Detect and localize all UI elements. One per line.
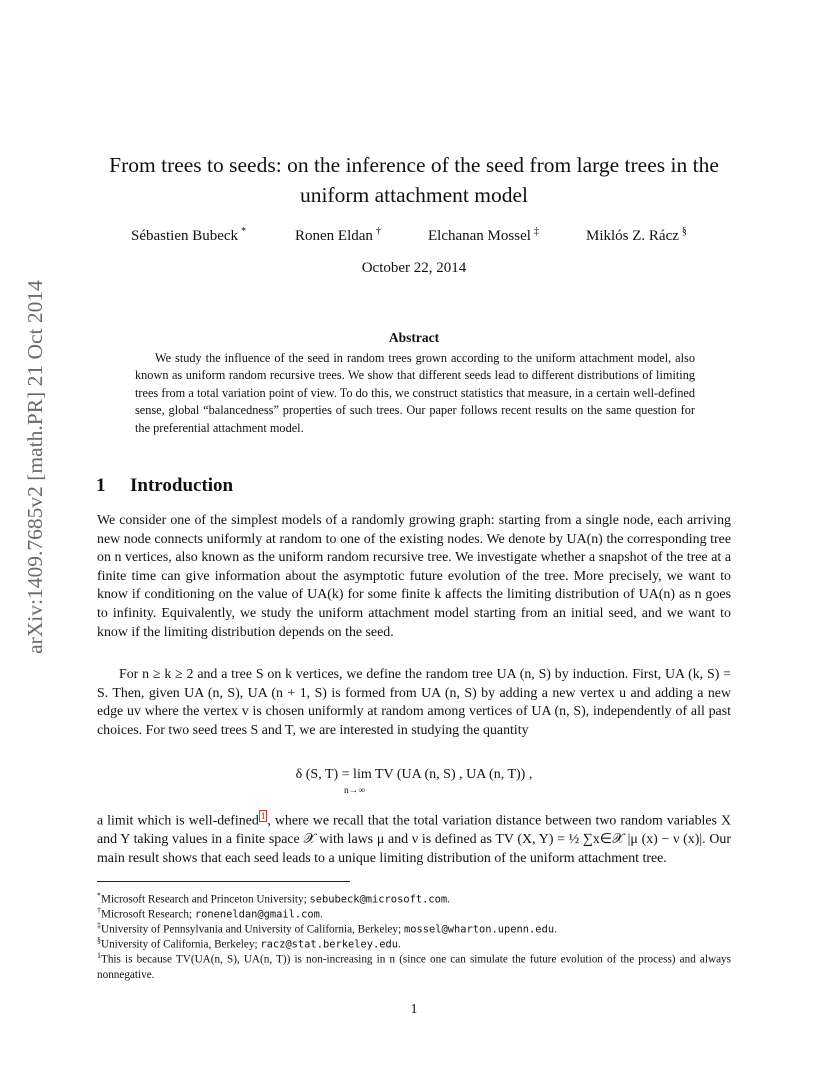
footnote-email: sebubeck@microsoft.com (309, 893, 448, 906)
footnote-tail: . (319, 908, 323, 921)
section-title: Introduction (130, 475, 234, 496)
footnote-text: University of Pennsylvania and University of California, Berkeley; (101, 923, 404, 936)
author-2 (295, 226, 381, 245)
footnote-email: mossel@wharton.upenn.edu (403, 923, 555, 936)
section-heading (96, 475, 233, 497)
arxiv-identifier: arXiv:1409.7685v2 [math.PR] 21 Oct 2014 (23, 280, 47, 654)
footnote-ref-link[interactable]: 1 (260, 811, 266, 821)
paragraph-3-start: a limit which is well-defined (97, 813, 259, 829)
author-name: Miklós Z. Rácz (586, 228, 679, 244)
author-mark: * (241, 226, 247, 237)
footnote-tail: . (554, 923, 557, 936)
paper-date: October 22, 2014 (361, 260, 467, 276)
footnote-mark: ‡ (97, 921, 101, 930)
footnote-text: Microsoft Research and Princeton University; (101, 893, 310, 906)
paragraph-3-rest: , where we recall that the total variation distance between two random variables X and Y taking values in a finite space 𝒳 with laws μ and ν is defined as TV (X, Y) = ½ ∑x∈𝒳 |μ (x) − ν (x)|. Our main result shows that each seed leads to a unique limiting distribution of the uniform attachment tree. (97, 813, 732, 866)
footnote-tail: . (398, 938, 401, 951)
footnote-text: This is because TV(UA(n, S), UA(n, T)) is non-increasing in n (since one can simulate the future evolution of the process) and always nonnegative. (97, 953, 731, 981)
equation-limit-subscript: n→∞ (344, 786, 366, 796)
footnote-mark: * (97, 891, 101, 900)
author-3 (428, 226, 539, 245)
abstract-heading: Abstract (388, 330, 440, 345)
paragraph-2: For n ≥ k ≥ 2 and a tree S on k vertices, we define the random tree UA (n, S) by induction. First, UA (k, S) = S. Then, given UA (n, S), UA (n + 1, S) is formed from UA (n, S) by adding a new vertex u and adding a new edge uv where the vertex v is chosen uniformly at random among vertices of UA (n, S), independently of all past choices. For two seed trees S and T, we are interested in studying the quantity (97, 667, 731, 738)
page-number: 1 (410, 1002, 418, 1017)
footnote-mark: † (97, 906, 101, 915)
paragraph-1: We consider one of the simplest models of a randomly growing graph: starting from a single node, each arriving new node connects uniformly at random to one of the existing nodes. We denote by UA(n) the corresponding tree on n vertices, also known as the uniform random recursive tree. We investigate whether a snapshot of the tree at a finite time can give information about the asymptotic future evolution of the tree. More precisely, we want to know if conditioning on the value of UA(k) for some finite k affects the limiting distribution of UA(n) as n goes to infinity. Equivalently, we study the uniform attachment model starting from an initial seed, and we want to know if the limiting distribution depends on the seed. (97, 513, 731, 640)
author-mark: § (681, 226, 687, 237)
display-equation: δ (S, T) = lim TV (UA (n, S) , UA (n, T)) , (295, 767, 533, 782)
author-mark: ‡ (533, 226, 539, 237)
footnote-text: University of California, Berkeley; (101, 938, 261, 951)
abstract-text: We study the influence of the seed in random trees grown according to the uniform attachment model, also known as uniform random recursive trees. We show that different seeds lead to different distributions of limiting trees from a total variation point of view. To do this, we construct statistics that measure, in a certain well-defined sense, global “balancedness” properties of such trees. Our paper follows recent results on the same question for the preferential attachment model. (135, 351, 695, 435)
paper-title: From trees to seeds: on the inference of the seed from large trees in the uniform attachment model (109, 153, 719, 207)
footnote-5 (97, 948, 731, 983)
footnote-email: roneneldan@gmail.com (194, 908, 320, 921)
footnote-mark: § (97, 936, 101, 945)
author-name: Ronen Eldan (295, 228, 373, 244)
footnote-text: Microsoft Research; (101, 908, 195, 921)
author-name: Elchanan Mossel (428, 228, 531, 244)
footnote-rule (97, 881, 350, 882)
footnote-tail: . (447, 893, 450, 906)
paragraph-3 (97, 807, 731, 868)
author-mark: † (375, 226, 381, 237)
author-1 (131, 226, 246, 245)
footnote-email: racz@stat.berkeley.edu (260, 938, 399, 951)
author-4 (586, 226, 687, 245)
section-number: 1 (96, 475, 106, 496)
footnote-mark: 1 (97, 951, 101, 960)
author-name: Sébastien Bubeck (131, 228, 239, 244)
